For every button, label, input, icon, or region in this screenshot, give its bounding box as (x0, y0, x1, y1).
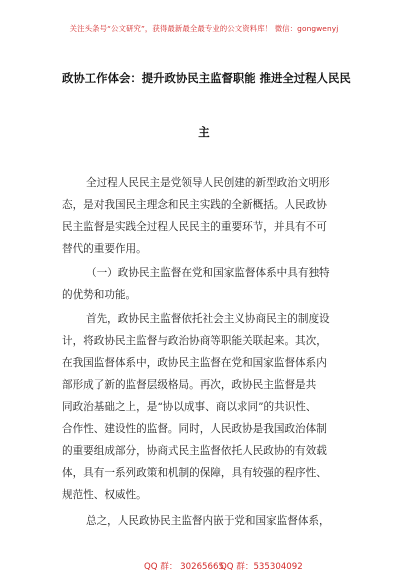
body-line: 态，是对我国民主理念和民主实践的全新概括。人民政协 (62, 199, 327, 211)
footer-qq-group-2: QQ 群：535304092 (220, 562, 303, 572)
body-line: （一）政协民主监督在党和国家监督体系中具有独特 (86, 267, 330, 279)
footer-qq-group-1: QQ 群： 30265665 (144, 562, 224, 572)
body-line: 的优势和功能。 (62, 289, 137, 301)
body-line: 总之，人民政协民主监督内嵌于党和国家监督体系， (86, 515, 330, 527)
body-line: 规范性、权威性。 (62, 489, 147, 501)
body-line: 同政治基础之上，是“协以成事、商以求同”的共识性、 (62, 401, 317, 413)
body-line: 部形成了新的监督层级格局。再次，政协民主监督是共 (62, 379, 317, 391)
body-line: 合作性、建设性的监督。同时，人民政协是我国政治体制 (62, 423, 327, 435)
body-line: 首先，政协民主监督依托社会主义协商民主的制度设 (86, 313, 330, 325)
body-line: 替代的重要作用。 (62, 243, 147, 255)
body-line: 民主监督是实践全过程人民民主的重要环节，并具有不可 (62, 221, 327, 233)
body-line: 计，将政协民主监督与政治协商等职能关联起来。其次， (62, 335, 327, 347)
body-line: 体，具有一系列政策和机制的保障，具有较强的程序性、 (62, 467, 327, 479)
body-line: 的重要组成部分，协商式民主监督依托人民政协的有效载 (62, 445, 327, 457)
document-title: 政协工作体会：提升政协民主监督职能 推进全过程人民民 (62, 71, 351, 85)
document-title-continued: 主 (198, 125, 210, 139)
body-line: 全过程人民民主是党领导人民创建的新型政治文明形 (86, 177, 330, 189)
header-note: 关注头条号“公文研究”，获得最新最全最专业的公文资料库！ 微信：gongwenyj (69, 24, 339, 33)
body-line: 在我国监督体系中，政协民主监督在党和国家监督体系内 (62, 357, 327, 369)
